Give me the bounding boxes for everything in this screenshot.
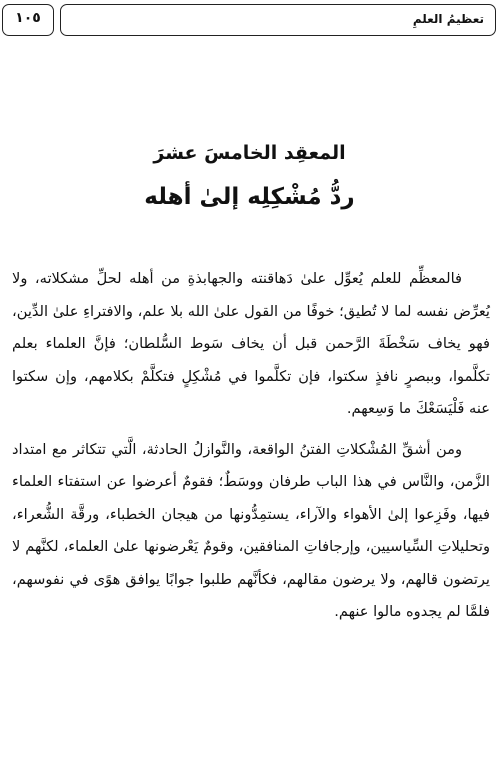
paragraph-2: ومن أشقِّ المُشْكلاتِ الفتنُ الواقعة، والنَّوازلُ الحادثة، الَّتي تتكاثر مع امتداد الزَّمن، والنَّاس في هذا الباب طرفان ووسَطٌ؛ فقومٌ أعرضوا عن استفتاء العلماء فيها، وفَزِعوا إلىٰ الأهواء والآراء، يستمِدُّونها من هيجان الخطباء، ورقَّة الشُّعراء، وتحليلاتِ السِّياسيين، وإرجافاتِ المنافقين، وقومٌ يَعْرضونها علىٰ العلماء، لكنَّهم لا يرتضون قالهم، ولا يرضون مقالهم، فكأنَّهم طلبوا جوابًا يوافق هوًى في نفوسهم، فلمَّا لم يجدوه مالوا عنهم.: [12, 440, 490, 620]
body-text: [12, 263, 490, 629]
section-subtitle: ردُّ مُشْكِلِه إلىٰ أهله: [144, 184, 355, 210]
section-title: المعقِد الخامسَ عشرَ: [153, 142, 346, 164]
page-number: ١٠٥: [15, 10, 41, 26]
paragraph-1: فالمعظِّم للعلم يُعوِّل علىٰ دَهاقنته والجهابذةِ من أهله لحلِّ مشكلاته، ولا يُعرِّض نفسه لما لا تُطيق؛ خوفًا من القول علىٰ الله بلا علم، والافتراءِ علىٰ الدِّين، فهو يخاف سَخْطَةَ الرَّحمن قبل أن يخاف سَوط السُّلطان؛ فإنَّ العلماء بعلم تكلَّموا، وببصرٍ نافذٍ سكتوا، فإن تكلَّموا في مُشْكِلٍ فتكلَّمْ بكلامهم، وإن سكتوا عنه فَلْيَسَعْكَ ما وَسِعهم.: [12, 270, 490, 417]
running-title: تعظيمُ العلمِ: [412, 12, 484, 26]
page-header: [2, 4, 496, 38]
